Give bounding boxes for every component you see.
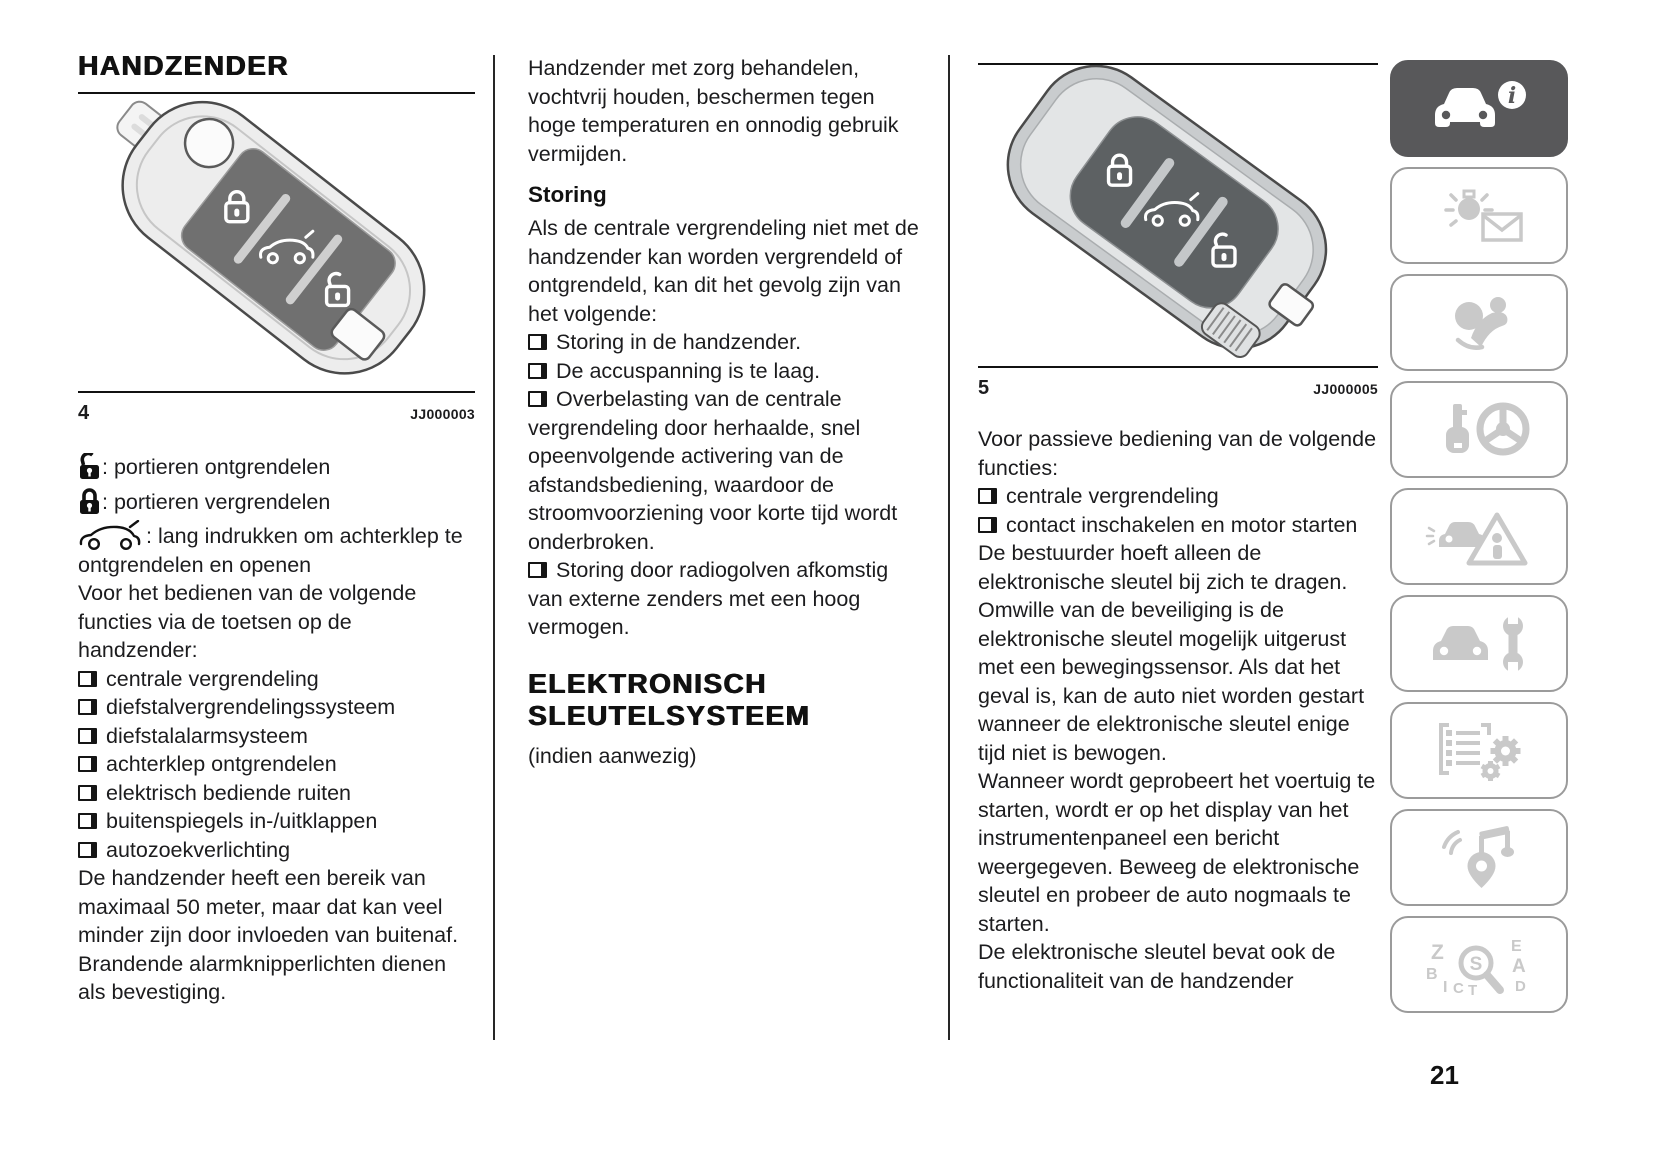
page-title: HANDZENDER xyxy=(78,50,475,94)
car-wrench-icon xyxy=(1414,612,1544,676)
unlock-icon xyxy=(78,453,101,480)
bullet-item: autozoekverlichting xyxy=(78,836,475,865)
tab-servicing-maintenance[interactable] xyxy=(1390,595,1568,692)
square-bullet-icon xyxy=(78,756,97,772)
square-bullet-icon xyxy=(528,363,547,379)
bullet-item: De accuspanning is te laag. xyxy=(528,357,928,386)
section-note: (indien aanwezig) xyxy=(528,743,697,768)
square-bullet-icon xyxy=(78,842,97,858)
tab-technical-data[interactable] xyxy=(1390,702,1568,799)
column-divider xyxy=(493,55,495,1040)
bullet-item: achterklep ontgrendelen xyxy=(78,750,475,779)
square-bullet-icon xyxy=(78,671,97,687)
flip-key-illustration xyxy=(78,94,475,393)
bullet-item: centrale vergrendeling xyxy=(78,665,475,694)
svg-text:B: B xyxy=(1426,965,1438,983)
paragraph: Als de centrale vergrendeling niet met de handzender kan worden vergrendeld of ontgrendeld, kan dit het gevolg zijn van het volgende: xyxy=(528,216,919,326)
bullet-item: buitenspiegels in-/uitklappen xyxy=(78,807,475,836)
paragraph: De handzender heeft een bereik van maximaal 50 meter, maar dat kan veel minder zijn door invloeden van buitenaf. Brandende alarmknipperlichten dienen als bevestiging. xyxy=(78,866,459,1005)
svg-text:C: C xyxy=(1453,979,1464,997)
key-steering-wheel-icon xyxy=(1414,398,1544,462)
paragraph: Voor passieve bediening van de volgende functies: xyxy=(978,427,1377,480)
svg-text:T: T xyxy=(1468,981,1478,997)
figure-code: JJ000003 xyxy=(410,406,475,423)
car-tailgate-icon xyxy=(78,520,144,550)
square-bullet-icon xyxy=(78,699,97,715)
figure-code: JJ000005 xyxy=(1313,381,1378,397)
bullet-item: centrale vergrendeling xyxy=(978,482,1378,511)
bullet-item: Storing in de handzender. xyxy=(528,328,928,357)
airbag-safety-icon xyxy=(1414,291,1544,355)
tab-warning-lights-messages[interactable] xyxy=(1390,167,1568,264)
bullet-item: diefstalalarmsysteem xyxy=(78,722,475,751)
bullet-item: Storing door radiogolven afkomstig van externe zenders met een hoog vermogen. xyxy=(528,558,889,639)
chapter-tab-bar xyxy=(1390,60,1568,1013)
lock-line xyxy=(78,485,475,520)
tab-starting-driving[interactable] xyxy=(1390,381,1568,478)
square-bullet-icon xyxy=(528,562,547,578)
section-title: ELEKTRONISCH SLEUTELSYSTEEM xyxy=(528,667,811,731)
bullet-item: diefstalvergrendelingssysteem xyxy=(78,693,475,722)
electronic-key-illustration xyxy=(978,63,1378,368)
svg-text:S: S xyxy=(1469,953,1483,975)
square-bullet-icon xyxy=(78,785,97,801)
tailgate-line xyxy=(78,520,475,579)
svg-text:A: A xyxy=(1512,955,1526,977)
bullet-item: elektrisch bediende ruiten xyxy=(78,779,475,808)
tab-safety[interactable] xyxy=(1390,274,1568,371)
svg-text:i: i xyxy=(1507,82,1517,109)
car-info-icon xyxy=(1414,77,1544,141)
paragraph: Omwille van de beveiliging is de elektronische sleutel mogelijk uitgerust met een bewegingssensor. Als dat het geval is, kan de auto niet worden gestart wanneer de elektronische sleutel enige tijd niet is bewogen. xyxy=(978,598,1365,765)
column-divider xyxy=(948,55,950,1040)
square-bullet-icon xyxy=(978,517,997,533)
alphabetical-index-icon xyxy=(1414,933,1544,997)
unlock-line xyxy=(78,450,475,485)
tab-in-emergency[interactable] xyxy=(1390,488,1568,585)
figure-4 xyxy=(78,94,475,425)
square-bullet-icon xyxy=(978,488,997,504)
tab-alphabetical-index[interactable] xyxy=(1390,916,1568,1013)
svg-text:I: I xyxy=(1443,978,1448,996)
figure-caption xyxy=(978,377,1378,400)
car-warning-triangle-icon xyxy=(1414,505,1544,569)
svg-text:Z: Z xyxy=(1431,940,1444,964)
square-bullet-icon xyxy=(78,728,97,744)
lock-icon xyxy=(78,488,101,515)
paragraph: Voor het bedienen van de volgende functies via de toetsen op de handzender: xyxy=(78,581,417,663)
tailgate-label: : lang indrukken om achterklep te ontgrendelen en openen xyxy=(78,524,463,577)
subsection-title: Storing xyxy=(528,182,607,207)
paragraph: Handzender met zorg behandelen, vochtvrij houden, beschermen tegen hoge temperaturen en onnodig gebruik vermijden. xyxy=(528,56,899,166)
paragraph: De elektronische sleutel bevat ook de functionaliteit van de handzender xyxy=(978,940,1336,993)
middle-column xyxy=(528,50,928,770)
svg-text:E: E xyxy=(1511,937,1522,955)
unlock-label: : portieren ontgrendelen xyxy=(102,455,331,480)
square-bullet-icon xyxy=(78,813,97,829)
multimedia-audio-icon xyxy=(1414,826,1544,890)
page-number: 21 xyxy=(1430,1060,1459,1090)
figure-number: 5 xyxy=(978,377,990,399)
paragraph: De bestuurder hoeft alleen de elektronische sleutel bij zich te dragen. xyxy=(978,541,1348,594)
spec-list-gears-icon xyxy=(1414,719,1544,783)
paragraph: Wanneer wordt geprobeert het voertuig te starten, wordt er op het display van het instrumentenpaneel een bericht weergegeven. Beweeg de elektronische sleutel en probeer de auto nogmaals te starten. xyxy=(978,769,1376,936)
bullet-item: contact inschakelen en motor starten xyxy=(978,511,1378,540)
tab-multimedia[interactable] xyxy=(1390,809,1568,906)
square-bullet-icon xyxy=(528,334,547,350)
tab-vehicle-info[interactable] xyxy=(1390,60,1568,157)
square-bullet-icon xyxy=(528,391,547,407)
indicator-light-envelope-icon xyxy=(1414,184,1544,248)
svg-text:D: D xyxy=(1515,977,1526,995)
lock-label: : portieren vergrendelen xyxy=(102,490,331,515)
figure-number: 4 xyxy=(78,402,90,425)
figure-caption xyxy=(78,402,475,425)
right-column xyxy=(978,50,1378,995)
figure-5 xyxy=(978,63,1378,400)
left-column xyxy=(78,50,475,1007)
bullet-item: Overbelasting van de centrale vergrendeling door herhaalde, snel opeenvolgende activering van de afstandsbediening, waardoor de stroomvoorziening voor korte tijd wordt onderbroken. xyxy=(528,387,898,554)
